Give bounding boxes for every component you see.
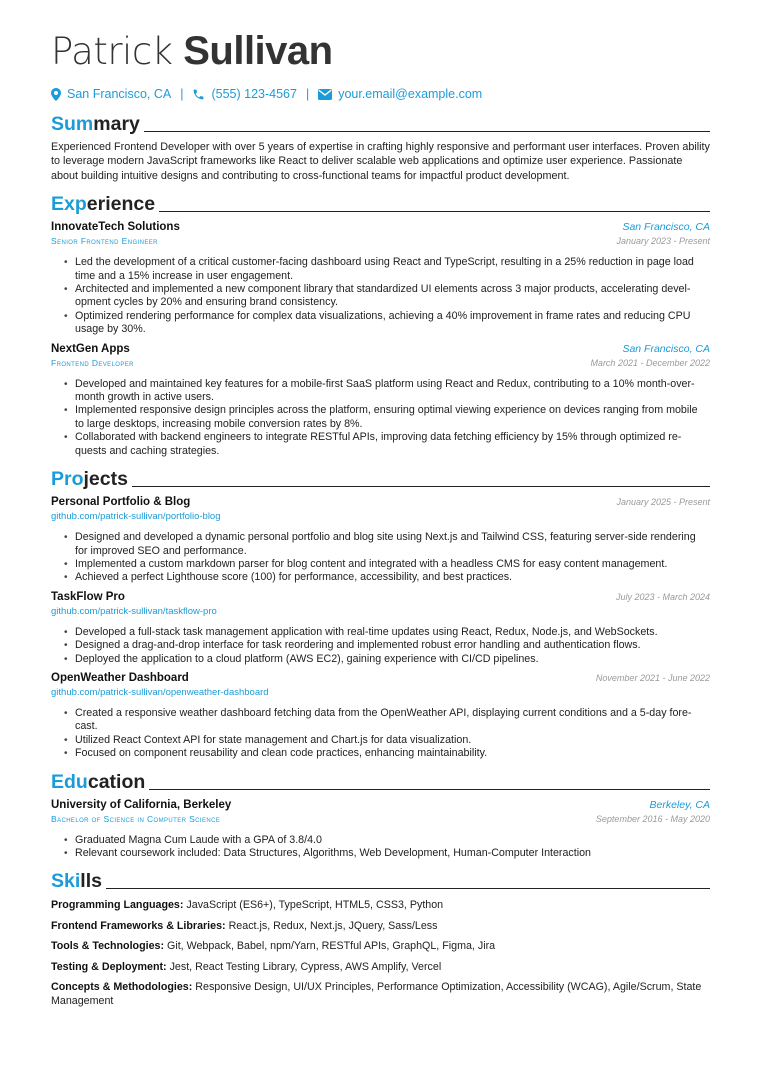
skill-label: Frontend Frameworks & Libraries: — [51, 919, 226, 932]
project-dates: January 2025 - Present — [616, 497, 710, 508]
company-name: NextGen Apps — [51, 342, 130, 355]
skill-label: Testing & Deployment: — [51, 960, 167, 973]
list-item: • Utilized React Context API for state management and Chart.js for data visualization. — [75, 734, 710, 747]
candidate-name — [51, 28, 710, 75]
skill-value: Git, Webpack, Babel, npm/Yarn, RESTful APIs, GraphQL, Figma, Jira — [167, 940, 496, 953]
job-bullets — [51, 256, 710, 336]
list-item: • Created a responsive weather dashboard fetching data from the OpenWeather API, displaying current conditions and a 5-day fore-cast. — [75, 707, 710, 734]
phone-icon — [192, 88, 205, 101]
project-name: Personal Portfolio & Blog — [51, 496, 191, 509]
skill-label: Programming Languages: — [51, 899, 184, 912]
heading-rest: lls — [80, 870, 102, 893]
list-item: • Architected and implemented a new component library that standardized UI elements across 3 major products, accelerating devel-opment cycles by 20% and ensuring brand consistency. — [75, 283, 710, 310]
job-bullets — [51, 378, 710, 458]
contact-location — [51, 87, 171, 101]
summary-heading — [51, 111, 710, 135]
skill-row — [51, 920, 710, 934]
project-entry — [51, 671, 710, 761]
experience-entry — [51, 220, 710, 336]
experience-entry — [51, 342, 710, 458]
heading-rest: erience — [86, 193, 156, 216]
skill-row — [51, 981, 710, 1008]
job-role: Senior Frontend Engineer — [51, 236, 158, 247]
project-link[interactable]: github.com/patrick-sullivan/taskflow-pro — [51, 605, 217, 617]
job-dates: March 2021 - December 2022 — [590, 357, 710, 368]
education-heading — [51, 769, 710, 793]
heading-accent: Pro — [51, 468, 84, 491]
phone-text: (555) 123-4567 — [211, 87, 297, 101]
job-role: Frontend Developer — [51, 357, 134, 368]
skill-row — [51, 961, 710, 975]
project-bullets — [51, 707, 710, 761]
envelope-icon — [318, 89, 332, 100]
skill-value: JavaScript (ES6+), TypeScript, HTML5, CSS3, Python — [186, 899, 444, 912]
skills-heading — [51, 868, 710, 892]
project-bullets — [51, 626, 710, 666]
list-item: • Achieved a perfect Lighthouse score (100) for performance, accessibility, and best practices. — [75, 571, 710, 584]
list-item: • Implemented responsive design principles across the platform, ensuring optimal viewing experience on devices ranging from mobile to large desktops, increasing mobile conversion rates by 8%. — [75, 404, 710, 431]
experience-heading — [51, 191, 710, 215]
school-name: University of California, Berkeley — [51, 798, 232, 811]
section-divider — [159, 211, 710, 212]
section-divider — [144, 131, 710, 132]
list-item: • Designed and developed a dynamic personal portfolio and blog site using Next.js and Tailwind CSS, featuring server-side rendering for improved SEO and performance. — [75, 531, 710, 558]
education-bullets — [51, 834, 710, 861]
list-item: • Designed a drag-and-drop interface for task reordering and implemented robust error handling and authentication flows. — [75, 639, 710, 652]
email-link[interactable]: your.email@example.com — [338, 87, 483, 101]
heading-accent: Sum — [51, 113, 94, 135]
list-item: • Focused on component reusability and clean code practices, enhancing maintainability. — [75, 747, 710, 760]
list-item: • Relevant coursework included: Data Structures, Algorithms, Web Development, Human-Computer Interaction — [75, 847, 710, 860]
project-entry — [51, 495, 710, 585]
project-dates: July 2023 - March 2024 — [615, 591, 710, 602]
location-text: San Francisco, CA — [67, 87, 172, 101]
summary-text: Experienced Frontend Developer with over 5 years of expertise in crafting highly responsive and performant user interfaces. Proven ability to leverage modern JavaScript frameworks like React to deliver scalable web applications and optimize user experience. Passionate about building intuitive designs and contributing to cross-functional teams for impactful product development. — [51, 141, 710, 182]
job-location: San Francisco, CA — [622, 221, 710, 234]
company-name: InnovateTech Solutions — [51, 221, 180, 234]
education-entry — [51, 798, 710, 861]
skill-label: Concepts & Methodologies: — [51, 981, 193, 994]
heading-accent: Ski — [51, 870, 81, 893]
list-item: • Collaborated with backend engineers to integrate RESTful APIs, improving data fetching efficiency by 15% through optimized re-quests and caching strategies. — [75, 431, 710, 458]
project-link[interactable]: github.com/patrick-sullivan/portfolio-blog — [51, 511, 221, 523]
project-dates: November 2021 - June 2022 — [595, 672, 710, 683]
contact-phone[interactable] — [192, 87, 296, 101]
project-name: TaskFlow Pro — [51, 590, 125, 603]
job-dates: January 2023 - Present — [616, 236, 710, 247]
contact-separator: | — [305, 87, 310, 101]
list-item: • Optimized rendering performance for complex data visualizations, achieving a 40% improvement in frame rates and reducing CPU usage by 30%. — [75, 310, 710, 337]
skill-value: Responsive Design, UI/UX Principles, Performance Optimization, Accessibility (WCAG), Agile/Scrum, State Management — [51, 981, 702, 1007]
section-divider — [106, 888, 710, 889]
heading-rest: jects — [83, 468, 128, 491]
skill-row — [51, 940, 710, 954]
contact-line — [51, 85, 710, 103]
list-item: • Developed and maintained key features for a mobile-first SaaS platform using React and Redux, contributing to a 10% month-over-month growth in active users. — [75, 378, 710, 405]
skill-value: React.js, Redux, Next.js, JQuery, Sass/Less — [228, 919, 438, 932]
heading-rest: cation — [87, 770, 146, 793]
contact-separator: | — [180, 87, 184, 101]
projects-heading — [51, 466, 710, 490]
education-dates: September 2016 - May 2020 — [595, 813, 710, 824]
project-bullets — [51, 531, 710, 585]
heading-rest: mary — [93, 113, 140, 135]
job-location: San Francisco, CA — [622, 342, 710, 355]
degree: Bachelor of Science in Computer Science — [51, 813, 221, 824]
skill-row — [51, 899, 710, 913]
list-item: • Graduated Magna Cum Laude with a GPA of 3.8/4.0 — [75, 834, 710, 847]
school-location: Berkeley, CA — [649, 798, 710, 811]
project-entry — [51, 590, 710, 666]
section-divider — [149, 789, 710, 790]
last-name: Sullivan — [183, 29, 333, 73]
project-link[interactable]: github.com/patrick-sullivan/openweather-dashboard — [51, 686, 269, 698]
skill-label: Tools & Technologies: — [51, 940, 165, 953]
first-name: Patrick — [51, 30, 173, 73]
list-item: • Developed a full-stack task management application with real-time updates using React, Redux, Node.js, and WebSockets. — [75, 626, 710, 639]
list-item: • Implemented a custom markdown parser for blog content and integrated with a headless CMS for easy content management. — [75, 558, 710, 571]
map-pin-icon — [51, 88, 61, 101]
contact-email[interactable] — [318, 87, 482, 101]
skill-value: Jest, React Testing Library, Cypress, AWS Amplify, Vercel — [169, 960, 442, 973]
list-item: • Deployed the application to a cloud platform (AWS EC2), gaining experience with CI/CD pipelines. — [75, 653, 710, 666]
section-divider — [132, 486, 710, 487]
list-item: • Led the development of a critical customer-facing dashboard using React and TypeScript, resulting in a 25% reduction in page load time and a 15% increase in user engagement. — [75, 256, 710, 283]
heading-accent: Exp — [51, 193, 87, 216]
project-name: OpenWeather Dashboard — [51, 671, 189, 684]
heading-accent: Edu — [51, 770, 88, 793]
